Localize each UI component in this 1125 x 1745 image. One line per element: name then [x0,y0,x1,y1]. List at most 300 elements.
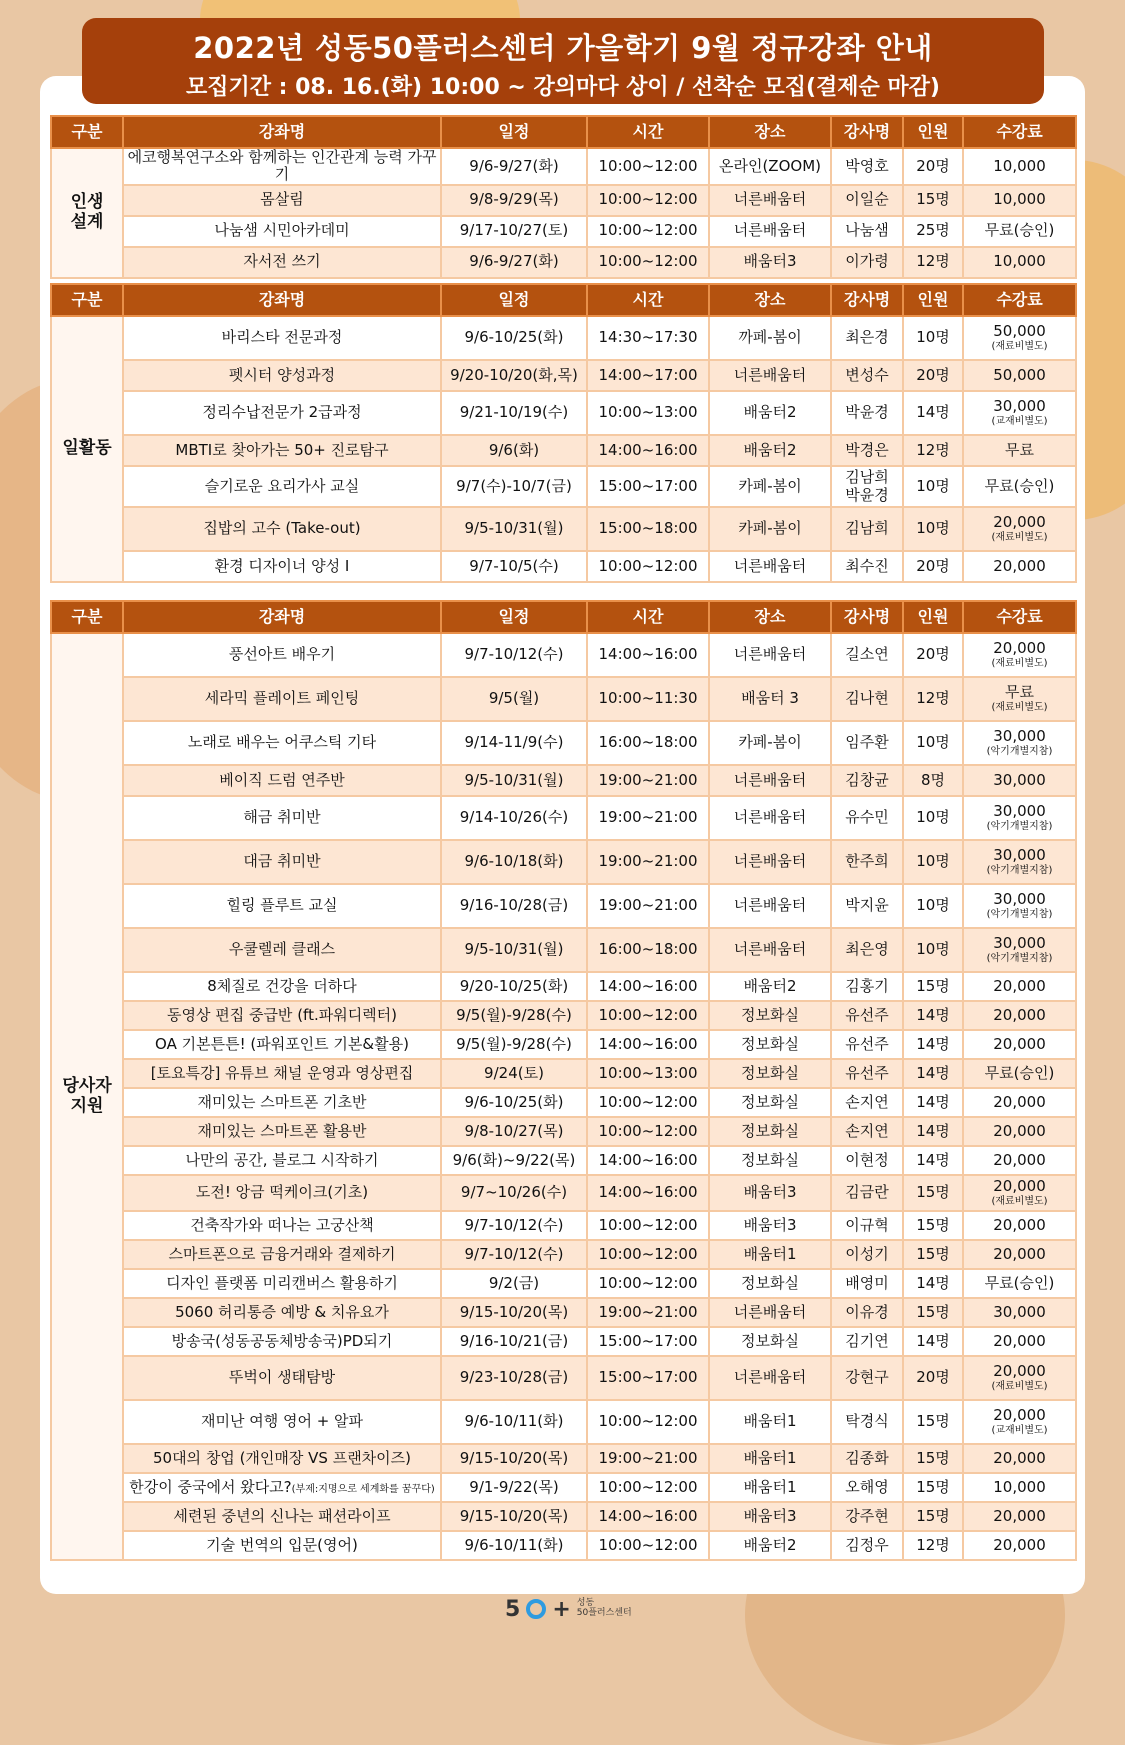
time-cell: 10:00~12:00 [587,247,709,278]
capacity-cell: 15명 [903,1298,963,1327]
teacher-cell: 김남희 박윤경 [831,466,903,507]
schedule-cell: 9/5(월)-9/28(수) [441,1001,587,1030]
time-cell: 16:00~18:00 [587,721,709,765]
teacher-cell: 박경은 [831,435,903,466]
place-cell: 정보화실 [709,1146,831,1175]
fee-cell [963,1269,1076,1298]
schedule-cell: 9/23-10/28(금) [441,1356,587,1400]
fee-cell [963,1175,1076,1211]
capacity-cell: 12명 [903,435,963,466]
schedule-cell: 9/15-10/20(목) [441,1444,587,1473]
capacity-cell: 8명 [903,765,963,796]
fee-cell [963,1211,1076,1240]
place-cell: 배움터3 [709,247,831,278]
fee-cell [963,1001,1076,1030]
fee-cell [963,721,1076,765]
fee-amount: 20,000 [993,1506,1046,1525]
capacity-cell: 12명 [903,1531,963,1560]
schedule-cell: 9/7-10/5(수) [441,551,587,582]
fee-cell [963,765,1076,796]
fee-cell [963,840,1076,884]
time-cell: 19:00~21:00 [587,1298,709,1327]
center-logo [505,1596,632,1622]
teacher-cell: 이성기 [831,1240,903,1269]
capacity-cell: 10명 [903,928,963,972]
fee-amount: 20,000 [993,1034,1046,1053]
course-name-cell: 자서전 쓰기 [123,247,441,278]
fee-amount: 20,000 [993,639,1046,658]
fee-amount: 30,000 [993,727,1046,746]
course-name-cell: 스마트폰으로 금융거래와 결제하기 [123,1240,441,1269]
fee-amount: 10,000 [993,252,1046,271]
table-row [51,1240,1076,1269]
place-cell: 정보화실 [709,1327,831,1356]
course-name-cell: 동영상 편집 중급반 (ft.파워디렉터) [123,1001,441,1030]
teacher-cell: 손지연 [831,1088,903,1117]
table-row [51,1473,1076,1502]
column-header: 일정 [441,601,587,633]
schedule-cell: 9/15-10/20(목) [441,1502,587,1531]
schedule-cell: 9/7-10/12(수) [441,1211,587,1240]
table-row [51,972,1076,1001]
schedule-cell: 9/14-10/26(수) [441,796,587,840]
fee-amount: 20,000 [993,1331,1046,1350]
course-name-cell: 8체질로 건강을 더하다 [123,972,441,1001]
place-cell: 너른배움터 [709,185,831,216]
schedule-cell: 9/5(월) [441,677,587,721]
recruit-period: 모집기간 : 08. 16.(화) 10:00 ~ 강의마다 상이 / 선착순 모집(결제순 마감) [185,75,940,100]
fee-amount: 30,000 [993,846,1046,865]
time-cell: 19:00~21:00 [587,840,709,884]
table-row [51,391,1076,435]
schedule-cell: 9/16-10/21(금) [441,1327,587,1356]
capacity-cell: 25명 [903,216,963,247]
fee-cell [963,1030,1076,1059]
fee-cell [963,1444,1076,1473]
place-cell: 배움터2 [709,435,831,466]
schedule-cell: 9/21-10/19(수) [441,391,587,435]
schedule-cell: 9/6-10/11(화) [441,1400,587,1444]
table-row [51,1030,1076,1059]
fee-cell [963,1240,1076,1269]
category-cell: 일활동 [51,316,123,582]
table-row [51,1269,1076,1298]
column-header: 시간 [587,284,709,316]
table-row [51,148,1076,185]
place-cell: 너른배움터 [709,216,831,247]
fee-note: (재료비별도) [991,532,1048,544]
teacher-cell: 손지연 [831,1117,903,1146]
schedule-cell: 9/15-10/20(목) [441,1298,587,1327]
table-row [51,1531,1076,1560]
table-row [51,185,1076,216]
place-cell: 배움터2 [709,1531,831,1560]
table-row [51,1088,1076,1117]
course-subtitle: (부제:지명으로 세계화를 꿈꾸다) [291,1483,435,1495]
time-cell: 15:00~17:00 [587,1327,709,1356]
capacity-cell: 20명 [903,1356,963,1400]
time-cell: 10:00~12:00 [587,148,709,185]
place-cell: 너른배움터 [709,1356,831,1400]
fee-amount: 20,000 [993,1244,1046,1263]
fee-amount: 20,000 [993,1121,1046,1140]
column-header: 장소 [709,116,831,148]
fee-cell [963,1117,1076,1146]
time-cell: 19:00~21:00 [587,796,709,840]
schedule-cell: 9/14-11/9(수) [441,721,587,765]
fee-note: (교재비별도) [991,416,1048,428]
column-header: 시간 [587,116,709,148]
capacity-cell: 15명 [903,185,963,216]
time-cell: 10:00~12:00 [587,1400,709,1444]
teacher-cell: 유수민 [831,796,903,840]
table-row [51,796,1076,840]
capacity-cell: 15명 [903,1473,963,1502]
place-cell: 배움터2 [709,972,831,1001]
fee-amount: 20,000 [993,1535,1046,1554]
fee-cell [963,1298,1076,1327]
teacher-cell: 이유경 [831,1298,903,1327]
schedule-cell: 9/6-10/18(화) [441,840,587,884]
time-cell: 14:00~16:00 [587,633,709,677]
column-header: 구분 [51,116,123,148]
capacity-cell: 12명 [903,677,963,721]
place-cell: 너른배움터 [709,765,831,796]
fee-cell [963,360,1076,391]
table-row [51,884,1076,928]
teacher-cell: 김창균 [831,765,903,796]
column-header: 강좌명 [123,116,441,148]
place-cell: 카페-봄이 [709,507,831,551]
teacher-cell: 이가령 [831,247,903,278]
capacity-cell: 14명 [903,1269,963,1298]
place-cell: 너른배움터 [709,633,831,677]
fee-note: (교재비별도) [991,1425,1048,1437]
fee-amount: 무료(승인) [984,476,1055,495]
table-row [51,216,1076,247]
teacher-cell: 유선주 [831,1030,903,1059]
table-row [51,633,1076,677]
time-cell: 19:00~21:00 [587,765,709,796]
time-cell: 14:00~16:00 [587,435,709,466]
capacity-cell: 20명 [903,360,963,391]
capacity-cell: 15명 [903,1240,963,1269]
place-cell: 배움터 3 [709,677,831,721]
column-header: 구분 [51,601,123,633]
time-cell: 10:00~12:00 [587,1240,709,1269]
fee-cell [963,1327,1076,1356]
course-name-cell: 힐링 플루트 교실 [123,884,441,928]
teacher-cell: 김금란 [831,1175,903,1211]
table-row [51,721,1076,765]
capacity-cell: 10명 [903,316,963,360]
table-row [51,551,1076,582]
fee-amount: 10,000 [993,190,1046,209]
fee-amount: 50,000 [993,322,1046,341]
fee-amount: 30,000 [993,934,1046,953]
table-row [51,1211,1076,1240]
schedule-cell: 9/5-10/31(월) [441,507,587,551]
table-row [51,1001,1076,1030]
column-header: 강사명 [831,116,903,148]
table-header-row [51,284,1076,316]
fee-amount: 30,000 [993,1302,1046,1321]
time-cell: 14:30~17:30 [587,316,709,360]
time-cell: 10:00~13:00 [587,391,709,435]
table-header-row [51,601,1076,633]
place-cell: 배움터1 [709,1400,831,1444]
fee-note: (악기개별지참) [986,821,1053,833]
schedule-cell: 9/6(화)~9/22(목) [441,1146,587,1175]
column-header: 강좌명 [123,601,441,633]
fee-amount: 20,000 [993,556,1046,575]
place-cell: 카페-봄이 [709,466,831,507]
fee-amount: 20,000 [993,1150,1046,1169]
teacher-cell: 변성수 [831,360,903,391]
schedule-cell: 9/5(월)-9/28(수) [441,1030,587,1059]
fee-amount: 10,000 [993,1477,1046,1496]
course-name-cell: 건축작가와 떠나는 고궁산책 [123,1211,441,1240]
course-name-cell: 도전! 앙금 떡케이크(기초) [123,1175,441,1211]
capacity-cell: 15명 [903,1211,963,1240]
course-name-cell: 기술 번역의 입문(영어) [123,1531,441,1560]
course-name-cell [123,1473,441,1502]
time-cell: 10:00~12:00 [587,1117,709,1146]
teacher-cell: 박윤경 [831,391,903,435]
fee-note: (악기개별지참) [986,953,1053,965]
fee-cell [963,884,1076,928]
column-header: 인원 [903,116,963,148]
time-cell: 10:00~12:00 [587,1531,709,1560]
place-cell: 배움터1 [709,1444,831,1473]
time-cell: 14:00~16:00 [587,1175,709,1211]
place-cell: 정보화실 [709,1030,831,1059]
fee-cell [963,928,1076,972]
place-cell: 정보화실 [709,1088,831,1117]
schedule-cell: 9/1-9/22(목) [441,1473,587,1502]
course-name-cell: 세련된 중년의 신나는 패션라이프 [123,1502,441,1531]
capacity-cell: 14명 [903,1059,963,1088]
fee-amount: 20,000 [993,1092,1046,1111]
teacher-cell: 나눔샘 [831,216,903,247]
course-name-cell: 노래로 배우는 어쿠스틱 기타 [123,721,441,765]
table-row [51,1356,1076,1400]
teacher-cell: 오해영 [831,1473,903,1502]
table-row [51,1400,1076,1444]
table-row [51,360,1076,391]
column-header: 일정 [441,284,587,316]
teacher-cell: 이현정 [831,1146,903,1175]
fee-cell [963,1400,1076,1444]
fee-cell [963,1356,1076,1400]
table-row [51,1327,1076,1356]
time-cell: 10:00~12:00 [587,216,709,247]
teacher-cell: 한주희 [831,840,903,884]
table-row [51,1444,1076,1473]
schedule-table [50,600,1077,1561]
teacher-cell: 길소연 [831,633,903,677]
course-name-cell: 세라믹 플레이트 페인팅 [123,677,441,721]
time-cell: 10:00~12:00 [587,551,709,582]
place-cell: 배움터3 [709,1502,831,1531]
schedule-cell: 9/6(화) [441,435,587,466]
time-cell: 15:00~18:00 [587,507,709,551]
table-row [51,1298,1076,1327]
capacity-cell: 10명 [903,796,963,840]
schedule-cell: 9/7(수)-10/7(금) [441,466,587,507]
teacher-cell: 김정우 [831,1531,903,1560]
capacity-cell: 14명 [903,1146,963,1175]
fee-cell [963,148,1076,185]
fee-cell [963,435,1076,466]
schedule-table [50,115,1077,279]
capacity-cell: 10명 [903,721,963,765]
schedule-cell: 9/17-10/27(토) [441,216,587,247]
course-name-cell: 에코행복연구소와 함께하는 인간관계 능력 가꾸기 [123,148,441,185]
table-row [51,1059,1076,1088]
fee-cell [963,972,1076,1001]
schedule-cell: 9/6-10/25(화) [441,316,587,360]
schedule-cell: 9/5-10/31(월) [441,928,587,972]
table-row [51,840,1076,884]
teacher-cell: 박지윤 [831,884,903,928]
time-cell: 10:00~11:30 [587,677,709,721]
schedule-cell: 9/24(토) [441,1059,587,1088]
place-cell: 정보화실 [709,1117,831,1146]
place-cell: 정보화실 [709,1269,831,1298]
time-cell: 10:00~12:00 [587,1269,709,1298]
column-header: 장소 [709,601,831,633]
fee-cell [963,1473,1076,1502]
capacity-cell: 14명 [903,1088,963,1117]
column-header: 강사명 [831,284,903,316]
fee-cell [963,1531,1076,1560]
place-cell: 너른배움터 [709,1298,831,1327]
table-row [51,316,1076,360]
column-header: 강좌명 [123,284,441,316]
schedule-cell: 9/16-10/28(금) [441,884,587,928]
teacher-cell: 김남희 [831,507,903,551]
course-name-cell: 몸살림 [123,185,441,216]
teacher-cell: 김나현 [831,677,903,721]
teacher-cell: 임주환 [831,721,903,765]
fee-cell [963,185,1076,216]
course-name-cell: 재미있는 스마트폰 기초반 [123,1088,441,1117]
course-name-cell: 나만의 공간, 블로그 시작하기 [123,1146,441,1175]
column-header: 인원 [903,284,963,316]
fee-cell [963,247,1076,278]
capacity-cell: 10명 [903,466,963,507]
teacher-cell: 이일순 [831,185,903,216]
fee-amount: 무료(승인) [984,1063,1055,1082]
place-cell: 까페-봄이 [709,316,831,360]
fee-cell [963,1146,1076,1175]
fee-cell [963,216,1076,247]
capacity-cell: 14명 [903,391,963,435]
time-cell: 10:00~13:00 [587,1059,709,1088]
table-row [51,1175,1076,1211]
fee-cell [963,677,1076,721]
capacity-cell: 14명 [903,1030,963,1059]
schedule-table [50,283,1077,583]
capacity-cell: 20명 [903,633,963,677]
time-cell: 14:00~16:00 [587,972,709,1001]
fee-note: (재료비별도) [991,702,1048,714]
logo-plus: + [552,1596,571,1622]
course-name-cell: 집밥의 고수 (Take-out) [123,507,441,551]
teacher-cell: 강현구 [831,1356,903,1400]
time-cell: 10:00~12:00 [587,1211,709,1240]
place-cell: 정보화실 [709,1001,831,1030]
fee-note: (재료비별도) [991,1196,1048,1208]
fee-amount: 무료(승인) [984,221,1055,240]
place-cell: 배움터2 [709,391,831,435]
course-name-cell: 재미있는 스마트폰 활용반 [123,1117,441,1146]
capacity-cell: 14명 [903,1117,963,1146]
schedule-cell: 9/8-10/27(목) [441,1117,587,1146]
table-row [51,677,1076,721]
fee-cell [963,551,1076,582]
page-header [82,18,1044,104]
fee-amount: 무료 [1005,683,1034,702]
table-row [51,1146,1076,1175]
place-cell: 배움터3 [709,1211,831,1240]
fee-note: (악기개별지참) [986,746,1053,758]
teacher-cell: 박영호 [831,148,903,185]
teacher-cell: 김기연 [831,1327,903,1356]
place-cell: 너른배움터 [709,360,831,391]
schedule-cell: 9/8-9/29(목) [441,185,587,216]
teacher-cell: 최은영 [831,928,903,972]
fee-amount: 무료(승인) [984,1273,1055,1292]
course-name-cell: 50대의 창업 (개인매장 VS 프랜차이즈) [123,1444,441,1473]
table-row [51,247,1076,278]
column-header: 강사명 [831,601,903,633]
course-name-cell: 펫시터 양성과정 [123,360,441,391]
column-header: 수강료 [963,116,1076,148]
time-cell: 14:00~17:00 [587,360,709,391]
fee-cell [963,316,1076,360]
course-name-cell: 정리수납전문가 2급과정 [123,391,441,435]
logo-ring-icon [526,1599,546,1619]
schedule-cell: 9/5-10/31(월) [441,765,587,796]
teacher-cell: 최은경 [831,316,903,360]
time-cell: 15:00~17:00 [587,1356,709,1400]
table-row [51,1117,1076,1146]
capacity-cell: 14명 [903,1327,963,1356]
place-cell: 너른배움터 [709,884,831,928]
course-name-cell: 디자인 플랫폼 미리캔버스 활용하기 [123,1269,441,1298]
fee-cell [963,796,1076,840]
course-name-cell: 뚜벅이 생태탐방 [123,1356,441,1400]
schedule-cell: 9/7-10/12(수) [441,1240,587,1269]
course-name-cell: 베이직 드럼 연주반 [123,765,441,796]
schedule-cell: 9/7~10/26(수) [441,1175,587,1211]
schedule-cell: 9/7-10/12(수) [441,633,587,677]
capacity-cell: 10명 [903,840,963,884]
time-cell: 15:00~17:00 [587,466,709,507]
time-cell: 14:00~16:00 [587,1502,709,1531]
teacher-cell: 탁경식 [831,1400,903,1444]
time-cell: 16:00~18:00 [587,928,709,972]
fee-amount: 50,000 [993,365,1046,384]
table-row [51,765,1076,796]
column-header: 구분 [51,284,123,316]
time-cell: 10:00~12:00 [587,185,709,216]
capacity-cell: 15명 [903,972,963,1001]
schedule-cell: 9/2(금) [441,1269,587,1298]
capacity-cell: 20명 [903,148,963,185]
